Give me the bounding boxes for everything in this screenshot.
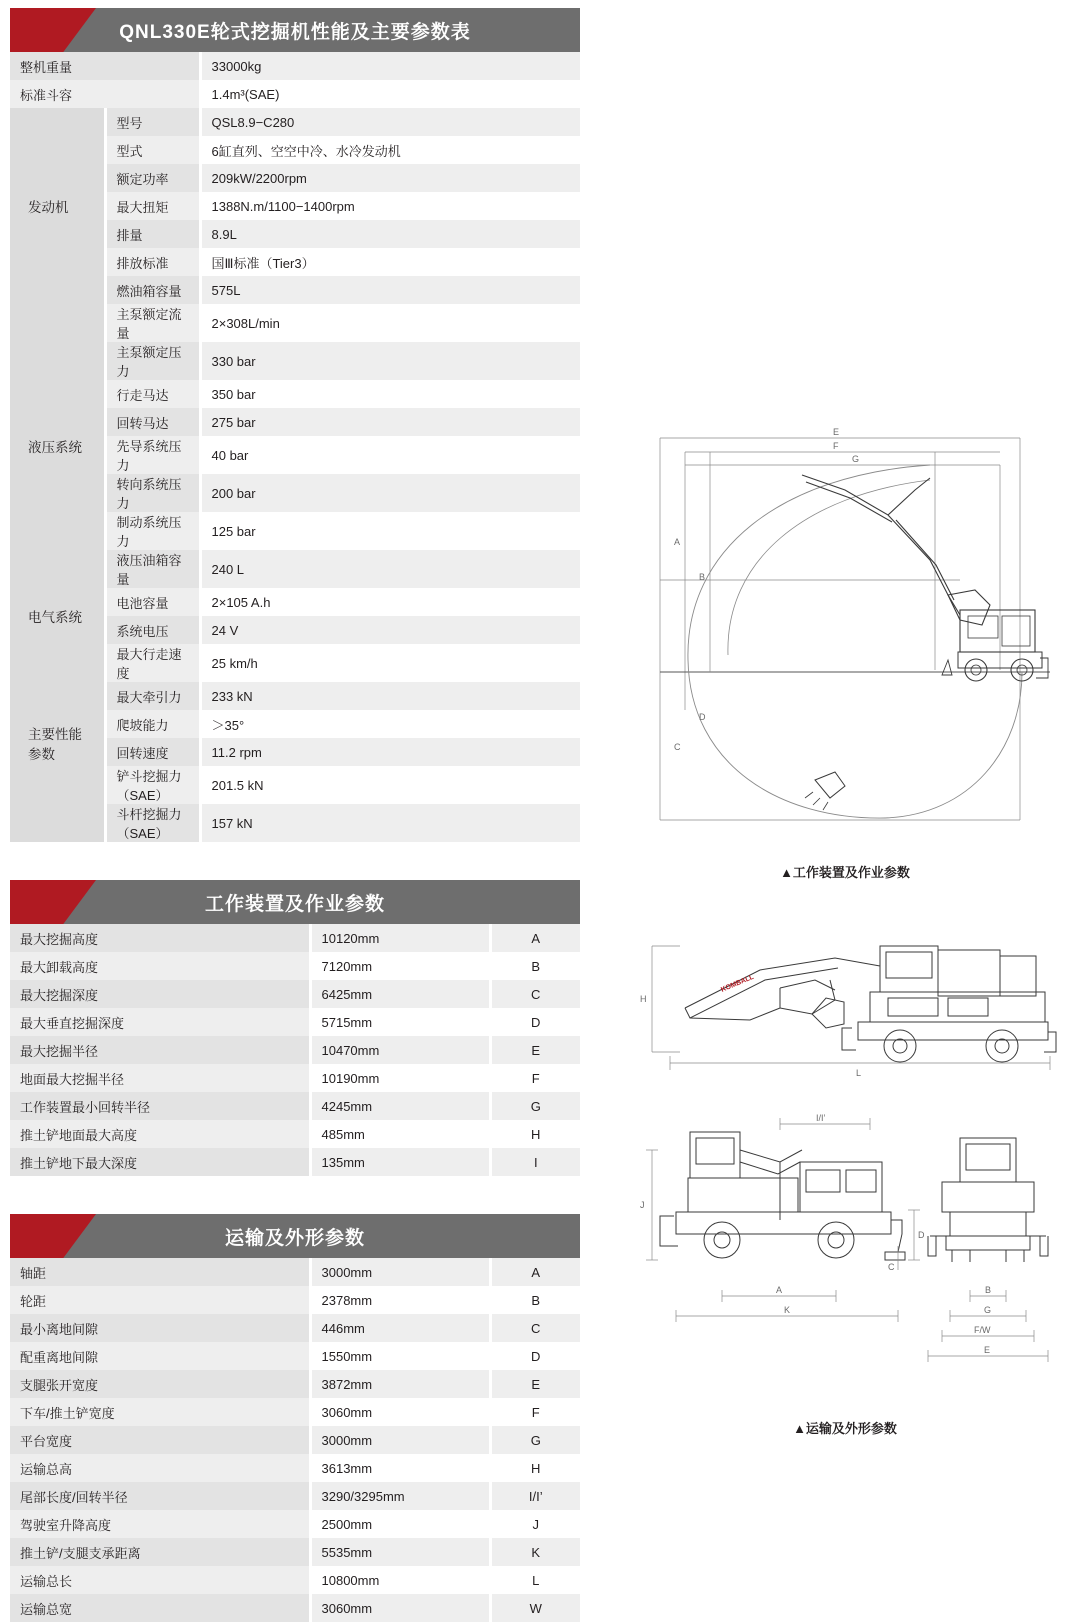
row-value: 446mm	[310, 1314, 490, 1342]
row-value: 5535mm	[310, 1538, 490, 1566]
dim-label-E: E	[984, 1345, 991, 1355]
table-row	[10, 304, 580, 342]
main-title-banner	[10, 8, 580, 52]
row-value: 25 km/h	[200, 644, 580, 682]
row-label: 运输总高	[10, 1454, 310, 1482]
row-value: 33000kg	[200, 52, 580, 80]
table-row	[10, 952, 580, 980]
row-value: 5715mm	[310, 1008, 490, 1036]
transport-side-svg	[630, 928, 1060, 1088]
row-value: 209kW/2200rpm	[200, 164, 580, 192]
row-value: 3613mm	[310, 1454, 490, 1482]
dim-label-G: G	[984, 1305, 992, 1315]
row-label: 回转马达	[105, 408, 200, 436]
row-value: 3060mm	[310, 1594, 490, 1622]
row-label: 驾驶室升降高度	[10, 1510, 310, 1538]
row-value: 40 bar	[200, 436, 580, 474]
left-column	[10, 8, 580, 1622]
row-value: 330 bar	[200, 342, 580, 380]
dim-label-G: G	[852, 454, 860, 464]
row-code: H	[490, 1454, 580, 1482]
row-label: 最大行走速度	[105, 644, 200, 682]
row-label: 最小离地间隙	[10, 1314, 310, 1342]
row-label: 最大垂直挖掘深度	[10, 1008, 310, 1036]
transport-dims-figure	[630, 1110, 1060, 1390]
table-row	[10, 1538, 580, 1566]
row-value: 10800mm	[310, 1566, 490, 1594]
table-row	[10, 924, 580, 952]
row-value: 10190mm	[310, 1064, 490, 1092]
dim-label-FW: F/W	[974, 1325, 991, 1335]
dim-label-K: K	[784, 1305, 791, 1315]
row-value: 24 V	[200, 616, 580, 644]
row-label: 制动系统压力	[105, 512, 200, 550]
dim-label-D: D	[918, 1230, 925, 1240]
row-value: 10120mm	[310, 924, 490, 952]
dim-label-A: A	[776, 1285, 783, 1295]
work-title-banner	[10, 880, 580, 924]
row-label: 下车/推土铲宽度	[10, 1398, 310, 1426]
row-label: 支腿张开宽度	[10, 1370, 310, 1398]
row-label: 最大挖掘半径	[10, 1036, 310, 1064]
row-code: A	[490, 924, 580, 952]
row-label: 液压油箱容量	[105, 550, 200, 588]
row-label: 整机重量	[10, 52, 200, 80]
row-label: 最大卸载高度	[10, 952, 310, 980]
dim-label-A: A	[674, 537, 681, 547]
row-label: 轴距	[10, 1258, 310, 1286]
table-row	[10, 1594, 580, 1622]
transport-section-title: 运输及外形参数	[224, 1227, 365, 1249]
working-range-figure	[630, 420, 1060, 840]
row-value: 201.5 kN	[200, 766, 580, 804]
table-row	[10, 980, 580, 1008]
group-label-engine: 发动机	[10, 108, 105, 304]
row-value: 3000mm	[310, 1426, 490, 1454]
row-label: 轮距	[10, 1286, 310, 1314]
row-value: 3060mm	[310, 1398, 490, 1426]
row-value: 11.2 rpm	[200, 738, 580, 766]
table-row	[10, 1120, 580, 1148]
row-label: 最大挖掘高度	[10, 924, 310, 952]
row-label: 地面最大挖掘半径	[10, 1064, 310, 1092]
table-row	[10, 1426, 580, 1454]
dim-label-B: B	[985, 1285, 992, 1295]
dim-label-J: J	[640, 1200, 645, 1210]
dim-label-F: F	[833, 441, 839, 451]
row-value: 485mm	[310, 1120, 490, 1148]
row-label: 额定功率	[105, 164, 200, 192]
row-value: 3290/3295mm	[310, 1482, 490, 1510]
row-label: 燃油箱容量	[105, 276, 200, 304]
row-label: 主泵额定压力	[105, 342, 200, 380]
row-label: 先导系统压力	[105, 436, 200, 474]
figures-column	[600, 0, 1070, 1600]
row-value: 275 bar	[200, 408, 580, 436]
dim-label-E: E	[833, 427, 840, 437]
table-row	[10, 1092, 580, 1120]
row-code: F	[490, 1064, 580, 1092]
row-label: 推土铲地面最大高度	[10, 1120, 310, 1148]
row-label: 回转速度	[105, 738, 200, 766]
table-row	[10, 1370, 580, 1398]
work-section	[10, 880, 580, 1176]
row-value: 2500mm	[310, 1510, 490, 1538]
work-section-title: 工作装置及作业参数	[204, 893, 385, 915]
table-row	[10, 1566, 580, 1594]
row-code: A	[490, 1258, 580, 1286]
table-row	[10, 1286, 580, 1314]
dim-label-L: L	[856, 1068, 862, 1078]
row-code: E	[490, 1036, 580, 1064]
row-code: G	[490, 1092, 580, 1120]
dim-label-D: D	[699, 712, 706, 722]
row-label: 最大挖掘深度	[10, 980, 310, 1008]
row-label: 主泵额定流量	[105, 304, 200, 342]
row-label: 排放标准	[105, 248, 200, 276]
table-row	[10, 1314, 580, 1342]
row-label: 系统电压	[105, 616, 200, 644]
row-label: 工作装置最小回转半径	[10, 1092, 310, 1120]
row-code: D	[490, 1342, 580, 1370]
transport-params-table	[10, 1258, 580, 1622]
transport-dims-svg	[630, 1110, 1060, 1390]
table-row	[10, 108, 580, 136]
working-range-svg	[630, 420, 1060, 840]
dim-label-C: C	[888, 1262, 895, 1272]
transport-section	[10, 1214, 580, 1622]
table-row	[10, 644, 580, 682]
row-label: 型号	[105, 108, 200, 136]
row-label: 推土铲地下最大深度	[10, 1148, 310, 1176]
row-label: 最大牵引力	[105, 682, 200, 710]
row-value: 2378mm	[310, 1286, 490, 1314]
row-value: QSL8.9−C280	[200, 108, 580, 136]
table-row	[10, 52, 580, 80]
row-code: I	[490, 1148, 580, 1176]
row-label: 斗杆挖掘力（SAE）	[105, 804, 200, 842]
row-label: 尾部长度/回转半径	[10, 1482, 310, 1510]
row-code: G	[490, 1426, 580, 1454]
row-code: B	[490, 952, 580, 980]
transport-figure-caption: ▲运输及外形参数	[793, 1421, 897, 1436]
table-row	[10, 1482, 580, 1510]
row-code: C	[490, 1314, 580, 1342]
table-row	[10, 588, 580, 616]
row-code: F	[490, 1398, 580, 1426]
row-label: 运输总长	[10, 1566, 310, 1594]
table-row	[10, 1510, 580, 1538]
row-value: 1388N.m/1100−1400rpm	[200, 192, 580, 220]
row-value: 135mm	[310, 1148, 490, 1176]
dim-label-B: B	[699, 572, 706, 582]
transport-title-banner	[10, 1214, 580, 1258]
row-value: 240 L	[200, 550, 580, 588]
row-label: 最大扭矩	[105, 192, 200, 220]
table-row	[10, 1258, 580, 1286]
row-code: H	[490, 1120, 580, 1148]
row-label: 排量	[105, 220, 200, 248]
row-value: 1550mm	[310, 1342, 490, 1370]
row-label: 转向系统压力	[105, 474, 200, 512]
row-code: J	[490, 1510, 580, 1538]
row-code: L	[490, 1566, 580, 1594]
row-value: 575L	[200, 276, 580, 304]
row-value: 2×105 A.h	[200, 588, 580, 616]
table-row	[10, 1342, 580, 1370]
group-label-hydraulic: 液压系统	[10, 304, 105, 588]
work-params-table	[10, 924, 580, 1176]
row-value: 2×308L/min	[200, 304, 580, 342]
table-row	[10, 1148, 580, 1176]
table-row	[10, 1036, 580, 1064]
row-value: 6缸直列、空空中冷、水冷发动机	[200, 136, 580, 164]
transport-side-figure	[630, 928, 1060, 1088]
brand-mark: KOMBALL	[720, 973, 755, 994]
dim-label-C: C	[674, 742, 681, 752]
dim-label-I: I/I’	[816, 1113, 826, 1123]
group-label-performance: 主要性能参数	[10, 644, 105, 842]
row-value: 1.4m³(SAE)	[200, 80, 580, 108]
row-label: 爬坡能力	[105, 710, 200, 738]
row-code: C	[490, 980, 580, 1008]
row-code: E	[490, 1370, 580, 1398]
row-code: B	[490, 1286, 580, 1314]
row-code: I/I’	[490, 1482, 580, 1510]
dim-label-H: H	[640, 994, 647, 1004]
row-label: 铲斗挖掘力（SAE）	[105, 766, 200, 804]
row-value: 233 kN	[200, 682, 580, 710]
specs-table	[10, 52, 580, 842]
table-row	[10, 1398, 580, 1426]
row-label: 标准斗容	[10, 80, 200, 108]
row-value: 157 kN	[200, 804, 580, 842]
row-label: 推土铲/支腿支承距离	[10, 1538, 310, 1566]
table-row	[10, 1008, 580, 1036]
row-value: 6425mm	[310, 980, 490, 1008]
row-value: 3872mm	[310, 1370, 490, 1398]
page-title: QNL330E轮式挖掘机性能及主要参数表	[119, 21, 471, 43]
row-value: 国Ⅲ标准（Tier3）	[200, 248, 580, 276]
row-code: D	[490, 1008, 580, 1036]
row-label: 电池容量	[105, 588, 200, 616]
row-value: 350 bar	[200, 380, 580, 408]
row-value: 8.9L	[200, 220, 580, 248]
row-code: K	[490, 1538, 580, 1566]
row-label: 型式	[105, 136, 200, 164]
row-value: 125 bar	[200, 512, 580, 550]
table-row	[10, 80, 580, 108]
row-value: 200 bar	[200, 474, 580, 512]
row-label: 运输总宽	[10, 1594, 310, 1622]
row-label: 平台宽度	[10, 1426, 310, 1454]
row-value: ＞35°	[200, 710, 580, 738]
row-label: 行走马达	[105, 380, 200, 408]
row-code: W	[490, 1594, 580, 1622]
table-row	[10, 1454, 580, 1482]
row-value: 10470mm	[310, 1036, 490, 1064]
row-label: 配重离地间隙	[10, 1342, 310, 1370]
working-range-caption: ▲工作装置及作业参数	[780, 865, 910, 880]
group-label-electrical: 电气系统	[10, 588, 105, 644]
row-value: 7120mm	[310, 952, 490, 980]
row-value: 4245mm	[310, 1092, 490, 1120]
row-value: 3000mm	[310, 1258, 490, 1286]
table-row	[10, 1064, 580, 1092]
